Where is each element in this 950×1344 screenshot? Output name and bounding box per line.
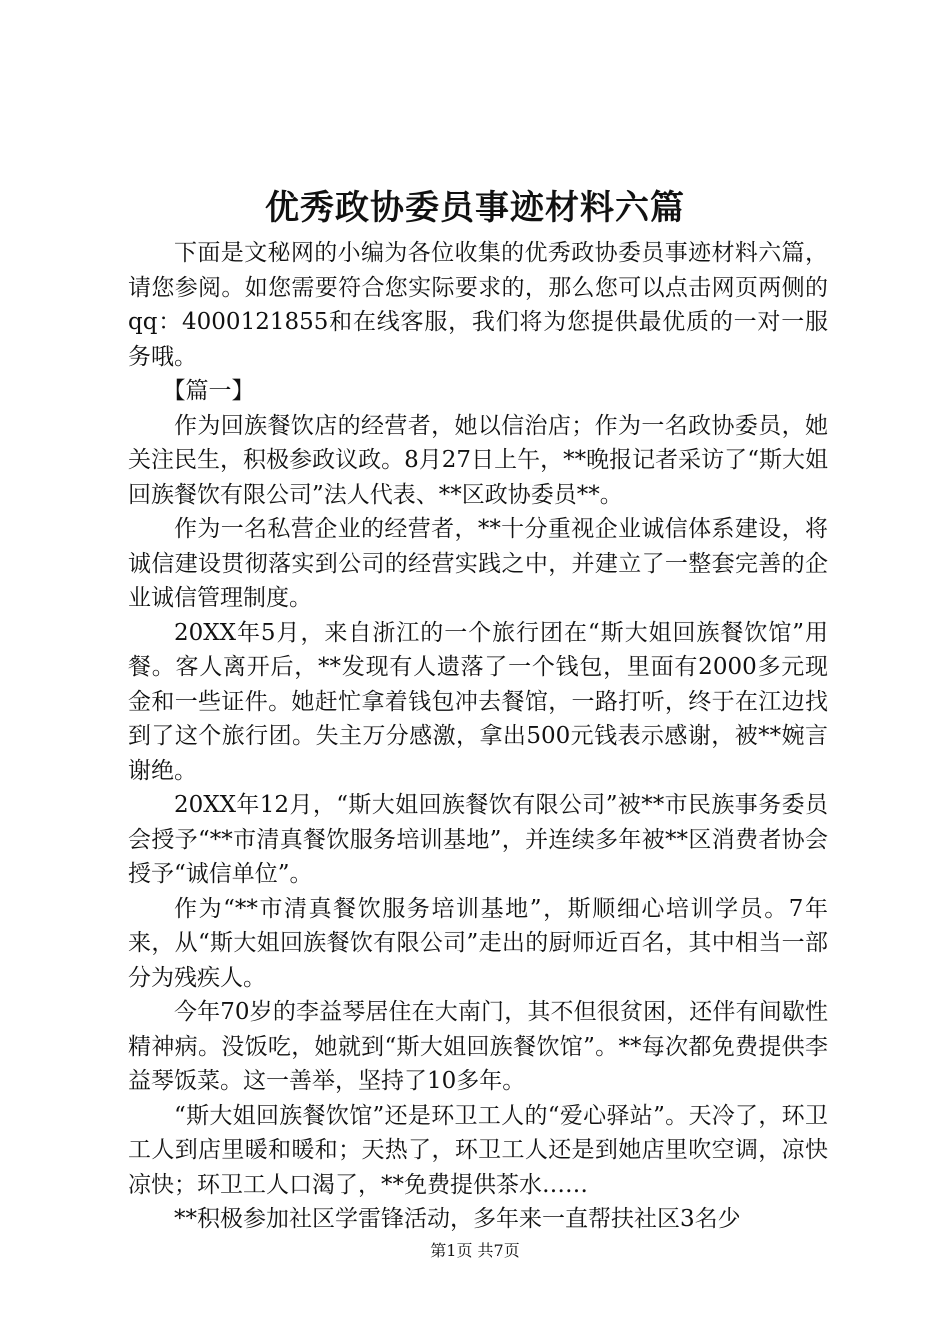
body-paragraph: 作为回族餐饮店的经营者，她以信治店；作为一名政协委员，她关注民生，积极参政议政。8月27日上午，**晚报记者采访了“斯大姐回族餐饮有限公司”法人代表、**区政协委员**。 (128, 412, 828, 508)
body-paragraph: 20XX年5月，来自浙江的一个旅行团在“斯大姐回族餐饮馆”用餐。客人离开后，**发现有人遗落了一个钱包，里面有2000多元现金和一些证件。她赶忙拿着钱包冲去餐馆，一路打听，终于在江边找到了这个旅行团。失主万分感激，拿出500元钱表示感谢，被**婉言谢绝。 (128, 619, 828, 784)
page-footer: 第1页 共7页 (430, 1241, 520, 1260)
document-body (128, 236, 828, 1237)
body-paragraph: 作为“**市清真餐饮服务培训基地”，斯顺细心培训学员。7年来，从“斯大姐回族餐饮有限公司”走出的厨师近百名，其中相当一部分为残疾人。 (128, 895, 828, 991)
body-paragraph: 今年70岁的李益琴居住在大南门，其不但很贫困，还伴有间歇性精神病。没饭吃，她就到“斯大姐回族餐饮馆”。**每次都免费提供李益琴饭菜。这一善举，坚持了10多年。 (128, 999, 828, 1094)
body-paragraph: “斯大姐回族餐饮馆”还是环卫工人的“爱心驿站”。天冷了，环卫工人到店里暖和暖和；天热了，环卫工人还是到她店里吹空调，凉快凉快；环卫工人口渴了，**免费提供茶水…… (128, 1102, 828, 1198)
body-paragraph: **积极参加社区学雷锋活动，多年来一直帮扶社区3名少 (174, 1206, 741, 1232)
document-title: 优秀政协委员事迹材料六篇 (265, 188, 685, 228)
intro-paragraph: 下面是文秘网的小编为各位收集的优秀政协委员事迹材料六篇，请您参阅。如您需要符合您实际要求的，那么您可以点击网页两侧的qq：4000121855和在线客服，我们将为您提供最优质的一对一服务哦。 (128, 240, 828, 370)
body-paragraph: 20XX年12月，“斯大姐回族餐饮有限公司”被**市民族事务委员会授予“**市清真餐饮服务培训基地”，并连续多年被**区消费者协会授予“诚信单位”。 (128, 792, 828, 887)
section-label: 【篇一】 (162, 378, 255, 404)
body-paragraph: 作为一名私营企业的经营者，**十分重视企业诚信体系建设，将诚信建设贯彻落实到公司的经营实践之中，并建立了一整套完善的企业诚信管理制度。 (128, 516, 828, 611)
